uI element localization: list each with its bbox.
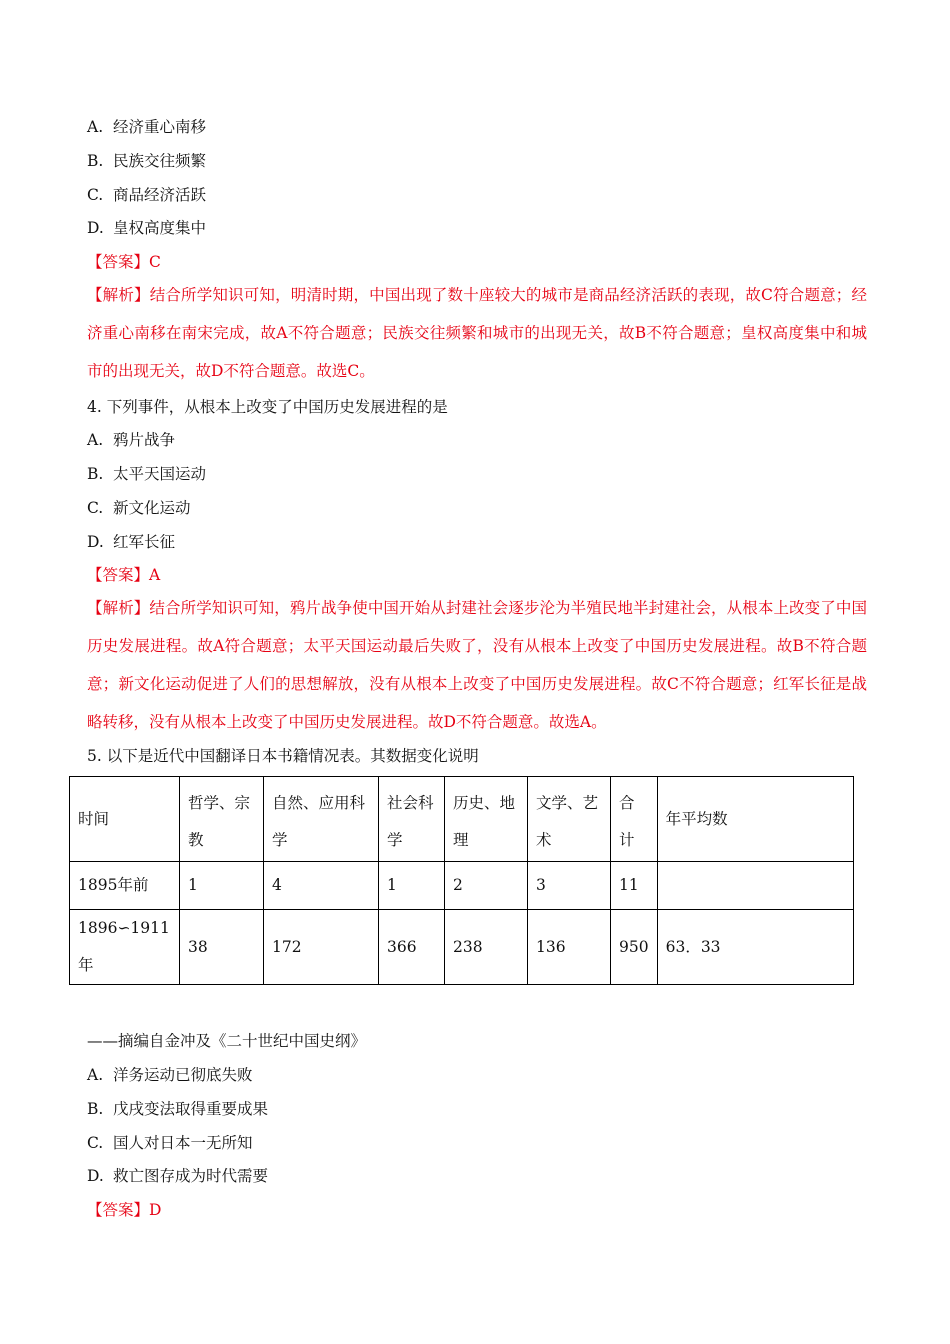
table-cell: 2: [445, 862, 528, 910]
table-cell: 3: [528, 862, 611, 910]
q3-explanation: [87, 276, 867, 390]
table-header-cell: 历史、地理: [445, 777, 528, 862]
table-header-cell: 合计: [611, 777, 658, 862]
table-row: [70, 910, 854, 985]
option-letter: C.: [87, 186, 104, 204]
option-text: 洋务运动已彻底失败: [113, 1066, 253, 1084]
table-header-cell: 年平均数: [657, 777, 853, 862]
option-text: 救亡图存成为时代需要: [113, 1167, 269, 1185]
option-text: 鸦片战争: [113, 431, 176, 449]
table-header-cell: 哲学、宗教: [180, 777, 264, 862]
table-row: [70, 862, 854, 910]
table-cell: 1: [180, 862, 264, 910]
q4-explanation: [87, 589, 867, 741]
option-text: 红军长征: [113, 533, 176, 551]
q4-stem: 4. 下列事件，从根本上改变了中国历史发展进程的是: [87, 398, 448, 416]
answer-tag: 【答案】: [87, 566, 150, 584]
q3-answer: [87, 252, 161, 272]
table-header-cell: 文学、艺术: [528, 777, 611, 862]
q5-answer: [87, 1200, 161, 1220]
q4-answer: [87, 565, 160, 585]
option-letter: A.: [87, 431, 104, 449]
option-letter: D.: [87, 219, 104, 237]
option-letter: B.: [87, 465, 104, 483]
q3-option-a: [87, 117, 206, 137]
q5-option-b: [87, 1099, 268, 1119]
q3-option-c: [87, 185, 206, 205]
answer-value: C: [149, 253, 161, 271]
option-letter: D.: [87, 533, 104, 551]
table-cell: 950: [611, 910, 658, 985]
option-text: 经济重心南移: [113, 118, 207, 136]
q4-option-c: [87, 498, 191, 518]
table-cell: 366: [379, 910, 445, 985]
option-letter: C.: [87, 1134, 104, 1152]
table-cell: 38: [180, 910, 264, 985]
q5-option-a: [87, 1065, 253, 1085]
q5-stem: 5. 以下是近代中国翻译日本书籍情况表。其数据变化说明: [87, 747, 479, 765]
explanation-text: 结合所学知识可知，鸦片战争使中国开始从封建社会逐步沦为半殖民地半封建社会，从根本上改变了中国历史发展进程。故A符合题意；太平天国运动最后失败了，没有从根本上改变了中国历史发展进程。故B不符合题意；新文化运动促进了人们的思想解放，没有从根本上改变了中国历史发展进程。故C不符合题意；红军长征是战略转移，没有从根本上改变了中国历史发展进程。故D不符合题意。故选A。: [87, 599, 867, 731]
table-cell: 11: [611, 862, 658, 910]
explanation-text: 结合所学知识可知，明清时期，中国出现了数十座较大的城市是商品经济活跃的表现，故C符合题意；经济重心南移在南宋完成，故A不符合题意；民族交往频繁和城市的出现无关，故B不符合题意；皇权高度集中和城市的出现无关，故D不符合题意。故选C。: [87, 286, 867, 380]
q5-option-c: [87, 1133, 253, 1153]
explanation-tag: 【解析】: [87, 599, 150, 617]
q3-option-b: [87, 151, 206, 171]
answer-value: D: [149, 1201, 162, 1219]
option-text: 太平天国运动: [113, 465, 207, 483]
option-letter: A.: [87, 1066, 104, 1084]
option-letter: B.: [87, 1100, 104, 1118]
option-letter: A.: [87, 118, 104, 136]
explanation-tag: 【解析】: [87, 286, 150, 304]
table-header-cell: 自然、应用科学: [264, 777, 379, 862]
option-letter: C.: [87, 499, 104, 517]
option-text: 民族交往频繁: [113, 152, 207, 170]
answer-tag: 【答案】: [87, 253, 150, 271]
table-header-cell: 社会科学: [379, 777, 445, 862]
table-cell: 4: [264, 862, 379, 910]
q4-option-a: [87, 430, 175, 450]
table-header-row: [70, 777, 854, 862]
option-text: 新文化运动: [113, 499, 191, 517]
q5-source: ——摘编自金冲及《二十世纪中国史纲》: [87, 1032, 367, 1050]
table-cell: 1895年前: [70, 862, 180, 910]
table-cell: 238: [445, 910, 528, 985]
table-cell: 1896∽1911年: [70, 910, 180, 985]
option-letter: B.: [87, 152, 104, 170]
option-text: 国人对日本一无所知: [113, 1134, 253, 1152]
table-header-cell: 时间: [70, 777, 180, 862]
option-text: 戊戌变法取得重要成果: [113, 1100, 269, 1118]
table-cell: 136: [528, 910, 611, 985]
answer-value: A: [149, 566, 161, 584]
table-cell: [657, 862, 853, 910]
translation-table: [69, 776, 854, 985]
option-text: 皇权高度集中: [113, 219, 207, 237]
q4-option-d: [87, 532, 175, 552]
table-cell: 172: [264, 910, 379, 985]
table-cell: 1: [379, 862, 445, 910]
q5-option-d: [87, 1166, 268, 1186]
option-letter: D.: [87, 1167, 104, 1185]
q4-option-b: [87, 464, 206, 484]
table-cell: 63．33: [657, 910, 853, 985]
answer-tag: 【答案】: [87, 1201, 150, 1219]
q3-option-d: [87, 218, 206, 238]
option-text: 商品经济活跃: [113, 186, 207, 204]
